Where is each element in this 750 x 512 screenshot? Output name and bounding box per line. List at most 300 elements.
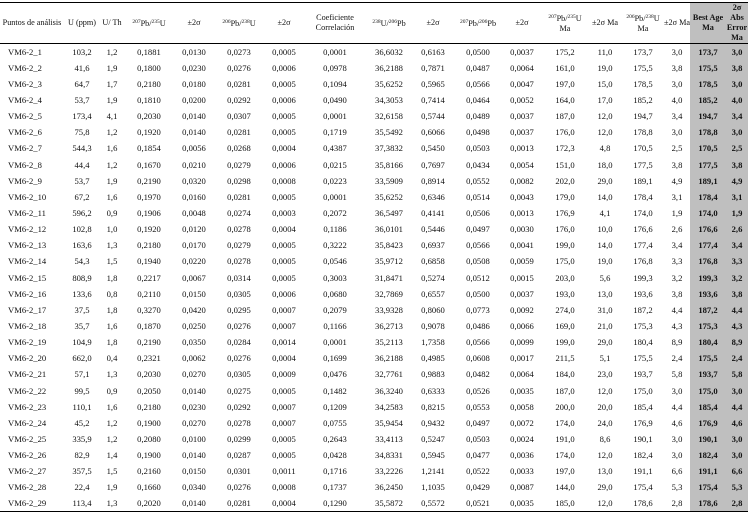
table-cell: 35,8166	[375, 159, 403, 170]
table-cell: 2,6	[671, 224, 683, 235]
table-cell: 1,6	[106, 191, 118, 202]
table-cell: 0,0279	[227, 240, 251, 251]
best-age-cell: 178,4	[690, 189, 726, 205]
table-cell: 274,0	[555, 304, 575, 315]
table-cell: 1,2	[106, 127, 118, 138]
table-cell: 0,5450	[421, 143, 445, 154]
table-cell: 3,8	[671, 159, 683, 170]
table-cell: 0,0305	[227, 369, 251, 380]
table-cell: 12,0	[597, 127, 613, 138]
table-cell: 19,0	[597, 62, 613, 73]
table-cell: 1,7	[106, 78, 118, 89]
table-cell: 202,0	[555, 175, 575, 186]
table-cell: 24,0	[597, 417, 613, 428]
best-age-cell: 4,0	[726, 92, 748, 108]
table-cell: 0,0497	[466, 417, 490, 428]
table-cell: 596,2	[72, 207, 92, 218]
table-cell: 0,0200	[182, 94, 206, 105]
table-cell: 12,0	[597, 385, 613, 396]
table-cell: 0,0434	[466, 159, 490, 170]
table-cell: 175,4	[633, 482, 653, 493]
table-cell: 0,9	[106, 207, 118, 218]
table-cell: 0,1166	[323, 320, 347, 331]
table-cell: 178,6	[622, 495, 664, 511]
sample-id-cell: VM6-2_21	[8, 369, 47, 380]
table-cell: 0,0120	[182, 224, 206, 235]
table-cell: 0,0305	[227, 288, 251, 299]
table-cell: 0,1854	[137, 143, 161, 154]
best-age-cell: 8,9	[726, 334, 748, 350]
table-cell: 176,9	[555, 207, 575, 218]
table-cell: 177,4	[633, 240, 653, 251]
table-cell: 0,2030	[137, 111, 161, 122]
table-cell: 0,0054	[510, 159, 534, 170]
table-cell: 29,0	[597, 337, 613, 348]
table-cell: 0,0160	[182, 191, 206, 202]
table-cell: 199,3	[633, 272, 653, 283]
table-cell: 3,0	[671, 450, 683, 461]
table-cell: 0,1970	[137, 191, 161, 202]
sample-id-cell: VM6-2_12	[8, 224, 47, 235]
table-cell: 15,0	[597, 78, 613, 89]
table-row	[0, 189, 748, 205]
table-cell: 0,2080	[137, 433, 161, 444]
table-cell: 13,0	[597, 288, 613, 299]
table-cell: 22,4	[74, 482, 90, 493]
best-age-cell: 185,4	[690, 399, 726, 415]
column-header: ±2σ	[412, 3, 454, 44]
table-cell: 0,0092	[510, 304, 534, 315]
column-header: U (ppm)	[64, 3, 100, 44]
best-age-cell: 3,4	[726, 237, 748, 253]
table-cell: 0,0004	[272, 224, 296, 235]
table-cell: 0,2643	[323, 433, 347, 444]
table-cell: 0,0275	[227, 385, 251, 396]
table-cell: 0,0064	[510, 369, 534, 380]
table-cell: 1,6	[106, 401, 118, 412]
table-cell: 34,8331	[375, 450, 403, 461]
table-cell: 0,0420	[182, 304, 206, 315]
column-header: ±2σ Ma	[588, 3, 622, 44]
header-text: U/	[380, 19, 389, 28]
table-row	[0, 237, 748, 253]
table-cell: 41,6	[74, 62, 90, 73]
table-cell: 197,0	[555, 78, 575, 89]
sample-id-cell: VM6-2_6	[8, 127, 42, 138]
table-cell: 0,0013	[510, 143, 534, 154]
table-cell: 0,0273	[227, 46, 251, 57]
table-cell: 185,0	[542, 495, 588, 511]
table-cell: 75,8	[74, 127, 90, 138]
table-cell: 194,7	[633, 111, 653, 122]
table-cell: 0,3270	[137, 304, 161, 315]
table-cell: 0,0566	[466, 78, 490, 89]
table-row	[0, 366, 748, 382]
table-cell: 0,8	[106, 288, 118, 299]
table-cell: 0,0428	[323, 450, 347, 461]
table-cell: 0,0004	[272, 143, 296, 154]
table-row	[0, 334, 748, 350]
table-cell: 3,0	[671, 127, 683, 138]
best-age-cell: 177,4	[690, 237, 726, 253]
table-cell: 0,0043	[510, 191, 534, 202]
table-cell: 0,3222	[323, 240, 347, 251]
table-cell: 29,0	[597, 175, 613, 186]
table-cell: 54,3	[74, 256, 90, 267]
table-cell: 0,2072	[323, 207, 347, 218]
table-cell: 177,5	[633, 159, 653, 170]
table-cell: 35,2113	[375, 337, 403, 348]
table-cell: 33,9328	[375, 304, 403, 315]
table-cell: 0,0220	[182, 256, 206, 267]
table-cell: 0,2050	[137, 385, 161, 396]
table-cell: 0,1900	[137, 450, 161, 461]
table-cell: 35,8423	[375, 240, 403, 251]
table-cell: 1,2	[106, 159, 118, 170]
best-age-cell: 194,7	[690, 108, 726, 124]
table-cell: 0,2110	[137, 288, 161, 299]
sample-id-cell: VM6-2_29	[0, 495, 64, 511]
table-cell: 0,0130	[182, 46, 206, 57]
table-cell: 175,5	[633, 353, 653, 364]
column-header: ±2σ Ma	[664, 3, 690, 44]
table-row	[0, 92, 748, 108]
table-cell: 0,0477	[466, 450, 490, 461]
header-text: U Ma	[637, 14, 660, 33]
table-cell: 3,0	[671, 385, 683, 396]
table-cell: 4,8	[599, 143, 611, 154]
best-age-cell: 3,0	[726, 447, 748, 463]
best-age-cell: 176,9	[690, 415, 726, 431]
table-cell: 184,0	[555, 369, 575, 380]
sample-id-cell: VM6-2_1	[8, 46, 42, 57]
table-cell: 35,5492	[375, 127, 403, 138]
best-age-cell: 175,5	[690, 60, 726, 76]
table-cell: 0,5274	[421, 272, 445, 283]
table-cell: 0,9078	[421, 320, 445, 331]
table-cell: 3,3	[671, 256, 683, 267]
table-cell: 0,0301	[227, 466, 251, 477]
table-cell: 0,0006	[272, 288, 296, 299]
column-header: ±2σ	[264, 3, 304, 44]
table-cell: 0,6163	[421, 46, 445, 57]
table-cell: 0,0284	[227, 337, 251, 348]
table-cell: 0,1920	[137, 224, 161, 235]
table-cell: 0,0001	[323, 191, 347, 202]
table-cell: 170,5	[633, 143, 653, 154]
table-row	[0, 350, 748, 366]
column-header: U/ Th	[100, 3, 124, 44]
table-cell: 0,9	[106, 385, 118, 396]
table-cell: 32,7869	[375, 288, 403, 299]
header-text: Pb/	[634, 14, 646, 23]
table-cell: 0,0003	[272, 207, 296, 218]
table-cell: 0,0007	[272, 304, 296, 315]
table-row	[0, 447, 748, 463]
table-cell: 0,8060	[421, 304, 445, 315]
table-cell: 0,1482	[323, 385, 347, 396]
table-cell: 35,6252	[375, 78, 403, 89]
table-cell: 0,0008	[272, 175, 296, 186]
table-cell: 1,0	[106, 224, 118, 235]
table-cell: 0,0005	[272, 78, 296, 89]
table-cell: 1,6	[106, 320, 118, 331]
table-cell: 0,1800	[137, 62, 161, 73]
table-cell: 3,2	[671, 272, 683, 283]
table-cell: 199,0	[555, 337, 575, 348]
best-age-cell: 170,5	[690, 140, 726, 156]
table-cell: 32,6158	[375, 111, 403, 122]
column-header: Coeficiente Correlación	[304, 3, 366, 44]
table-cell: 0,0009	[272, 369, 296, 380]
table-cell: 0,0005	[272, 240, 296, 251]
table-cell: 0,0350	[182, 337, 206, 348]
table-row	[0, 253, 748, 269]
table-cell: 0,0005	[272, 191, 296, 202]
table-cell: 185,4	[633, 401, 653, 412]
table-row	[0, 156, 748, 172]
table-cell: 0,0140	[182, 127, 206, 138]
table-cell: 0,0464	[466, 94, 490, 105]
header-text: Pb/	[140, 19, 152, 28]
table-cell: 0,0503	[466, 433, 490, 444]
table-cell: 5,6	[599, 272, 611, 283]
table-cell: 31,8471	[375, 272, 403, 283]
sample-id-cell: VM6-2_9	[8, 175, 42, 186]
table-cell: 21,0	[597, 320, 613, 331]
table-cell: 0,9432	[421, 417, 445, 428]
table-cell: 0,5446	[421, 224, 445, 235]
table-row	[0, 269, 748, 285]
table-cell: 0,2321	[137, 353, 161, 364]
table-cell: 0,0140	[174, 495, 214, 511]
table-cell: 187,0	[555, 385, 575, 396]
table-cell: 4,9	[671, 175, 683, 186]
table-cell: 0,0048	[182, 207, 206, 218]
table-cell: 176,0	[555, 127, 575, 138]
table-cell: 0,0552	[466, 175, 490, 186]
table-cell: 0,0005	[272, 256, 296, 267]
table-cell: 0,1670	[137, 159, 161, 170]
table-cell: 5,1	[599, 353, 611, 364]
table-cell: 0,0037	[510, 111, 534, 122]
sample-id-cell: VM6-2_7	[8, 143, 42, 154]
table-cell: 144,0	[555, 482, 575, 493]
table-cell: 0,0278	[227, 256, 251, 267]
table-cell: 0,0292	[227, 401, 251, 412]
table-cell: 1,9	[106, 94, 118, 105]
sample-id-cell: VM6-2_2	[8, 62, 42, 73]
table-cell: 99,5	[74, 385, 90, 396]
table-cell: 4,1	[599, 207, 611, 218]
table-cell: 0,0276	[227, 482, 251, 493]
table-cell: 0,6333	[421, 385, 445, 396]
best-age-cell: 4,9	[726, 173, 748, 189]
table-cell: 172,3	[555, 143, 575, 154]
table-cell: 5,3	[671, 482, 683, 493]
table-cell: 0,0017	[510, 353, 534, 364]
header-text: Pb	[397, 19, 406, 28]
table-cell: 0,0223	[323, 175, 347, 186]
table-cell: 3,1	[671, 191, 683, 202]
table-body	[0, 44, 748, 512]
table-cell: 0,0340	[182, 482, 206, 493]
table-cell: 0,0270	[182, 417, 206, 428]
table-row	[0, 415, 748, 431]
table-cell: 0,0030	[510, 224, 534, 235]
table-row	[0, 205, 748, 221]
best-age-cell: 3,0	[726, 382, 748, 398]
table-cell: 0,0047	[510, 78, 534, 89]
table-cell: 4,3	[671, 320, 683, 331]
table-cell: 0,0281	[227, 127, 251, 138]
table-cell: 0,0279	[227, 159, 251, 170]
table-cell: 0,5945	[421, 450, 445, 461]
table-cell: 0,6346	[421, 191, 445, 202]
table-cell: 193,0	[555, 288, 575, 299]
table-cell: 0,0005	[272, 385, 296, 396]
table-cell: 1,9	[671, 207, 683, 218]
table-cell: 0,0007	[272, 417, 296, 428]
table-cell: 36,2713	[375, 320, 403, 331]
table-cell: 175,3	[633, 320, 653, 331]
table-cell: 35,9712	[375, 256, 403, 267]
best-age-cell: 175,5	[690, 350, 726, 366]
best-age-cell: 174,0	[690, 205, 726, 221]
table-cell: 193,7	[633, 369, 653, 380]
sample-id-cell: VM6-2_27	[8, 466, 47, 477]
table-cell: 35,9454	[375, 417, 403, 428]
table-cell: 0,0062	[182, 353, 206, 364]
table-cell: 31,0	[597, 304, 613, 315]
table-cell: 0,0320	[182, 175, 206, 186]
table-cell: 0,0072	[510, 417, 534, 428]
table-cell: 2,4	[671, 353, 683, 364]
table-cell: 133,6	[72, 288, 92, 299]
table-header-row	[0, 3, 748, 44]
header-text: Pb	[487, 19, 497, 28]
table-cell: 53,7	[74, 175, 90, 186]
table-cell: 0,0230	[182, 401, 206, 412]
column-header	[124, 3, 174, 44]
table-cell: 0,0036	[510, 450, 534, 461]
table-cell: 182,4	[633, 450, 653, 461]
u-pb-geochronology-table	[0, 2, 748, 512]
table-cell: 0,0429	[466, 482, 490, 493]
table-cell: 0,0064	[510, 62, 534, 73]
table-cell: 0,0037	[510, 46, 534, 57]
table-cell: 0,0546	[323, 256, 347, 267]
best-age-cell: 173,7	[690, 44, 726, 60]
table-cell: 0,0087	[510, 482, 534, 493]
sample-id-cell: VM6-2_11	[8, 207, 46, 218]
best-age-cell: 178,8	[690, 124, 726, 140]
table-cell: 0,0140	[182, 450, 206, 461]
header-text: Pb/	[230, 19, 242, 28]
table-cell: 1,8	[106, 272, 118, 283]
table-cell: 0,0170	[182, 240, 206, 251]
header-superscript: 207	[548, 14, 557, 20]
sample-id-cell: VM6-2_19	[8, 337, 47, 348]
table-cell: 0,0295	[227, 304, 251, 315]
table-cell: 8,6	[599, 433, 611, 444]
table-cell: 178,5	[633, 78, 653, 89]
table-cell: 57,1	[74, 369, 90, 380]
table-row	[0, 60, 748, 76]
table-cell: 185,2	[633, 94, 653, 105]
table-cell: 36,5497	[375, 207, 403, 218]
table-cell: 0,0278	[227, 224, 251, 235]
table-cell: 0,5965	[421, 78, 445, 89]
table-cell: 0,0037	[510, 127, 534, 138]
header-superscript: 207	[459, 19, 469, 25]
table-cell: 104,9	[72, 337, 92, 348]
best-age-cell: 2,6	[726, 221, 748, 237]
table-cell: 35,7	[74, 320, 90, 331]
table-cell: 35,6252	[375, 191, 403, 202]
table-cell: 187,0	[555, 111, 575, 122]
table-cell: 4,0	[671, 94, 683, 105]
table-cell: 175,2	[555, 46, 575, 57]
sample-id-cell: VM6-2_16	[8, 288, 47, 299]
table-cell: 0,1290	[304, 495, 366, 511]
table-cell: 0,2180	[137, 78, 161, 89]
sample-id-cell: VM6-2_26	[8, 450, 47, 461]
table-cell: 0,6937	[421, 240, 445, 251]
table-cell: 0,1870	[137, 320, 161, 331]
table-cell: 0,0005	[272, 46, 296, 57]
table-cell: 0,0005	[272, 450, 296, 461]
table-cell: 0,2217	[137, 272, 161, 283]
table-cell: 0,0553	[466, 401, 490, 412]
table-cell: 17,0	[597, 94, 613, 105]
table-cell: 662,0	[72, 353, 92, 364]
sample-id-cell: VM6-2_24	[8, 417, 47, 428]
table-cell: 29,0	[597, 482, 613, 493]
table-cell: 0,0270	[182, 369, 206, 380]
best-age-cell: 178,6	[690, 495, 726, 511]
table-cell: 67,2	[74, 191, 90, 202]
best-age-cell: 2,5	[726, 140, 748, 156]
table-cell: 357,5	[72, 466, 92, 477]
table-cell: 0,0281	[214, 495, 264, 511]
table-cell: 0,0490	[323, 94, 347, 105]
table-cell: 33,2226	[375, 466, 403, 477]
column-header	[214, 3, 264, 44]
table-cell: 2,8	[664, 495, 690, 511]
table-cell: 0,0007	[272, 320, 296, 331]
best-age-cell: 175,0	[690, 382, 726, 398]
table-cell: 2,5	[671, 143, 683, 154]
sample-id-cell: VM6-2_18	[8, 320, 47, 331]
table-cell: 0,0150	[182, 288, 206, 299]
table-cell: 0,0276	[227, 62, 251, 73]
table-cell: 0,0503	[466, 143, 490, 154]
best-age-cell: 4,4	[726, 302, 748, 318]
table-cell: 0,0100	[182, 433, 206, 444]
table-cell: 203,0	[555, 272, 575, 283]
table-cell: 0,6066	[421, 127, 445, 138]
table-cell: 0,0008	[272, 482, 296, 493]
table-cell: 0,0566	[466, 337, 490, 348]
table-cell: 0,0755	[323, 417, 347, 428]
table-cell: 36,2450	[375, 482, 403, 493]
table-cell: 4,6	[671, 417, 683, 428]
table-cell: 0,0287	[227, 450, 251, 461]
table-cell: 176,8	[633, 256, 653, 267]
sample-id-cell: VM6-2_4	[8, 94, 42, 105]
table-cell: 0,0067	[182, 272, 206, 283]
